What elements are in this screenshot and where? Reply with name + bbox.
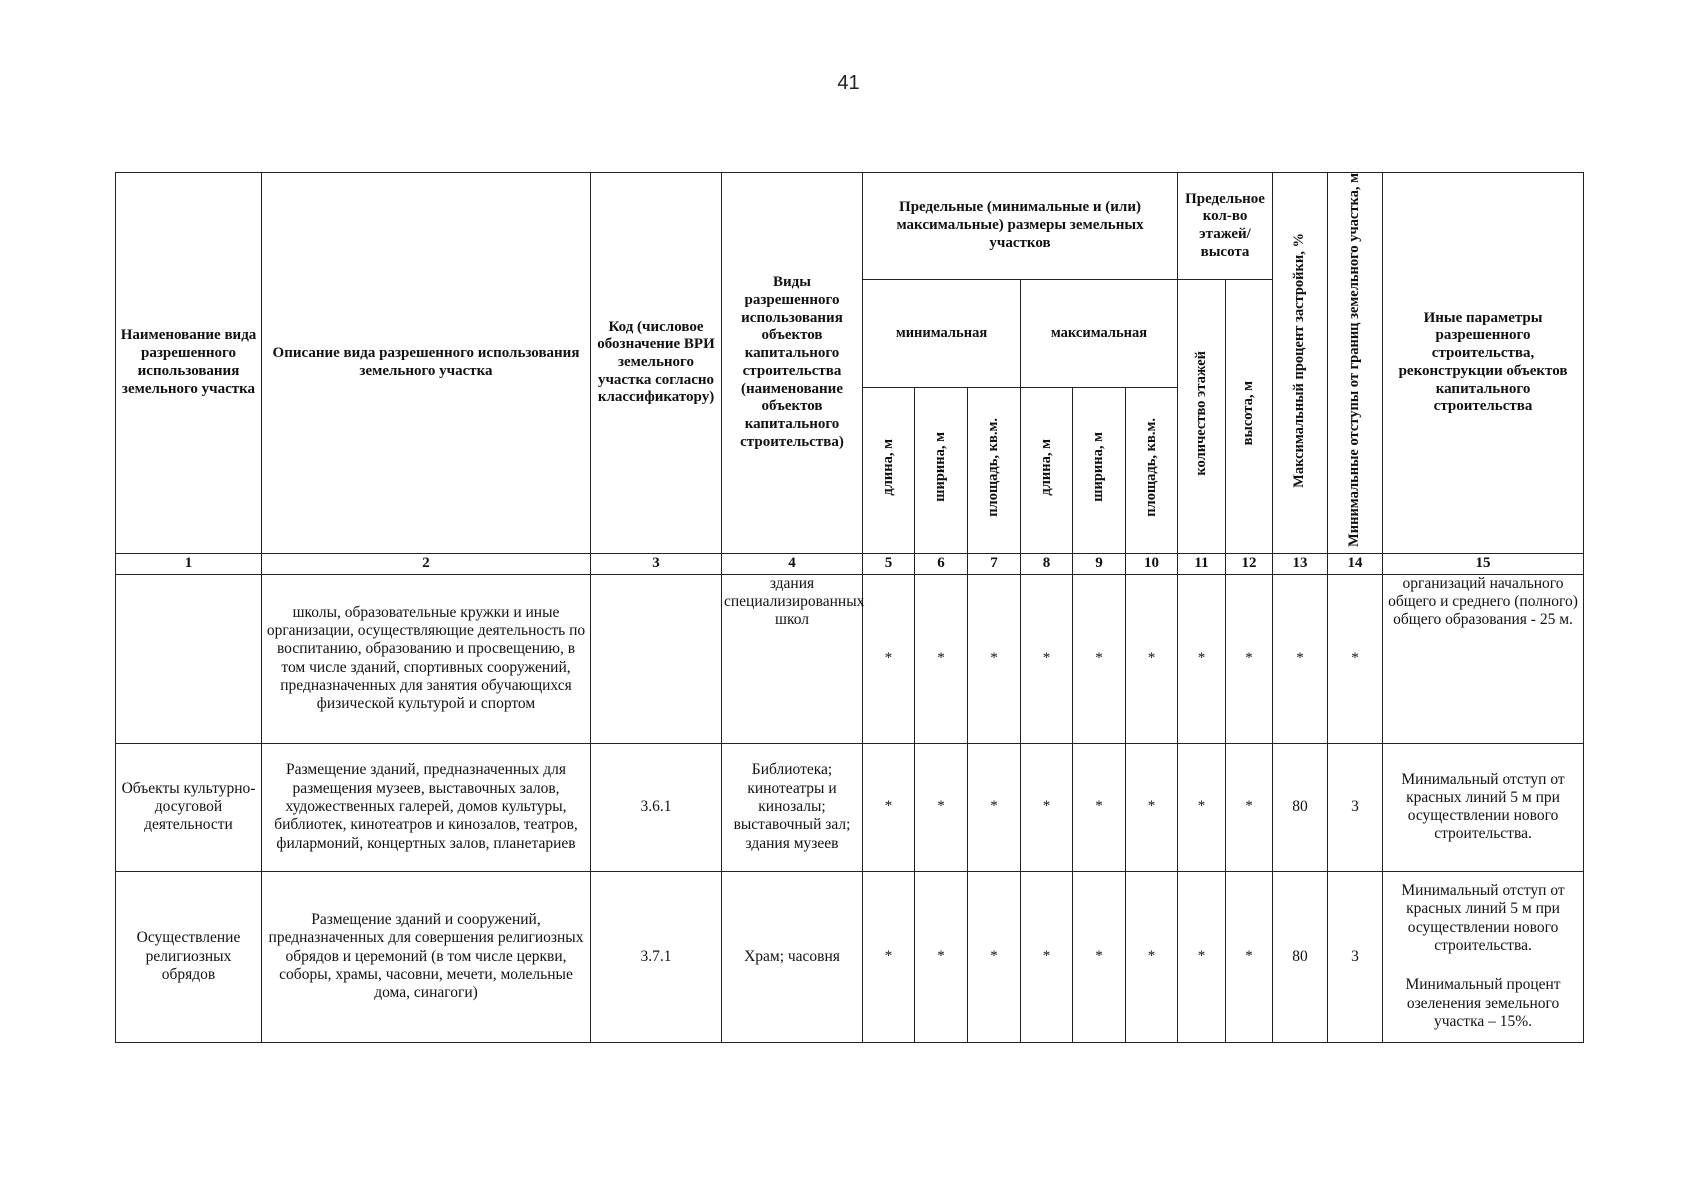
cell-height: * — [1226, 871, 1273, 1042]
header-description: Описание вида разрешенного использования земельного участка — [262, 173, 591, 554]
cell-min-setback: 3 — [1328, 743, 1383, 871]
land-use-code — [591, 574, 722, 743]
header-land-use-name: Наименование вида разрешенного использования земельного участка — [116, 173, 262, 554]
land-use-code: 3.7.1 — [591, 871, 722, 1042]
column-number: 3 — [591, 553, 722, 574]
zoning-regulations-table — [115, 172, 1584, 1043]
column-number: 9 — [1073, 553, 1126, 574]
cell-max-build-percent: * — [1273, 574, 1328, 743]
column-number: 12 — [1226, 553, 1273, 574]
header-width-min: ширина, м — [915, 387, 968, 553]
cell-length-max: * — [1021, 574, 1073, 743]
header-plot-size-limits: Предельные (минимальные и (или) максимальные) размеры земельных участков — [863, 173, 1178, 280]
column-number: 10 — [1126, 553, 1178, 574]
cell-height: * — [1226, 743, 1273, 871]
table-row — [116, 871, 1584, 1042]
construction-kinds: здания специализированных школ — [722, 574, 863, 743]
land-use-code: 3.6.1 — [591, 743, 722, 871]
cell-area-min: * — [968, 574, 1021, 743]
header-code: Код (числовое обозначение ВРИ земельного участка согласно классификатору) — [591, 173, 722, 554]
land-use-description: Размещение зданий, предназначенных для размещения музеев, выставочных залов, художественных галерей, домов культуры, библиотек, кинотеатров и кинозалов, театров, филармоний, концертных залов, планетариев — [262, 743, 591, 871]
header-minimum: минимальная — [863, 280, 1021, 388]
cell-length-min: * — [863, 574, 915, 743]
cell-width-max: * — [1073, 743, 1126, 871]
land-use-description: Размещение зданий и сооружений, предназначенных для совершения религиозных обрядов и церемоний (в том числе церкви, соборы, храмы, часовни, мечети, молельные дома, синагоги) — [262, 871, 591, 1042]
cell-area-max: * — [1126, 574, 1178, 743]
other-parameters-text: организаций начального общего и среднего (полного) общего образования - 25 м. — [1388, 574, 1578, 629]
table-row — [116, 574, 1584, 743]
cell-width-min: * — [915, 574, 968, 743]
cell-min-setback: 3 — [1328, 871, 1383, 1042]
column-number: 5 — [863, 553, 915, 574]
cell-width-max: * — [1073, 871, 1126, 1042]
column-number: 8 — [1021, 553, 1073, 574]
cell-width-min: * — [915, 743, 968, 871]
header-floor-count: количество этажей — [1178, 280, 1226, 554]
header-other-parameters: Иные параметры разрешенного строительства, реконструкции объектов капитального строительства — [1383, 173, 1584, 554]
header-length-min: длина, м — [863, 387, 915, 553]
cell-length-max: * — [1021, 871, 1073, 1042]
column-number: 1 — [116, 553, 262, 574]
header-area-min: площадь, кв.м. — [968, 387, 1021, 553]
cell-max-build-percent: 80 — [1273, 743, 1328, 871]
cell-length-max: * — [1021, 743, 1073, 871]
header-width-max: ширина, м — [1073, 387, 1126, 553]
cell-area-min: * — [968, 743, 1021, 871]
cell-width-max: * — [1073, 574, 1126, 743]
column-number: 2 — [262, 553, 591, 574]
construction-kinds: Храм; часовня — [722, 871, 863, 1042]
land-use-name — [116, 574, 262, 743]
other-parameters-text: Минимальный отступ от красных линий 5 м при осуществлении нового строительства. — [1401, 882, 1565, 954]
column-number-row — [116, 553, 1584, 574]
column-number: 13 — [1273, 553, 1328, 574]
other-parameters — [1383, 574, 1584, 743]
header-height: высота, м — [1226, 280, 1273, 554]
cell-area-max: * — [1126, 743, 1178, 871]
header-min-setback: Минимальные отступы от границ земельного участка, м — [1328, 173, 1383, 554]
cell-min-setback: * — [1328, 574, 1383, 743]
header-length-max: длина, м — [1021, 387, 1073, 553]
other-parameters — [1383, 871, 1584, 1042]
construction-kinds: Библиотека; кинотеатры и кинозалы; выставочный зал; здания музеев — [722, 743, 863, 871]
column-number: 11 — [1178, 553, 1226, 574]
column-number: 7 — [968, 553, 1021, 574]
header-max-build-percent: Максимальный процент застройки, % — [1273, 173, 1328, 554]
other-parameters-text: Минимальный отступ от красных линий 5 м при осуществлении нового строительства. — [1401, 770, 1565, 843]
cell-width-min: * — [915, 871, 968, 1042]
column-number: 14 — [1328, 553, 1383, 574]
column-number: 15 — [1383, 553, 1584, 574]
page-number: 41 — [837, 72, 860, 94]
cell-floor-count: * — [1178, 743, 1226, 871]
land-use-name: Объекты культурно-досуговой деятельности — [116, 743, 262, 871]
other-parameters — [1383, 743, 1584, 871]
cell-height: * — [1226, 574, 1273, 743]
header-maximum: максимальная — [1021, 280, 1178, 388]
other-parameters-text: Минимальный процент озеленения земельного участка – 15%. — [1405, 976, 1561, 1030]
land-use-description: школы, образовательные кружки и иные организации, осуществляющие деятельность по воспитанию, образованию и просвещению, в том числе зданий, спортивных сооружений, предназначенных для занятия обучающихся физической культурой и спортом — [262, 574, 591, 743]
header-area-max: площадь, кв.м. — [1126, 387, 1178, 553]
column-number: 6 — [915, 553, 968, 574]
cell-floor-count: * — [1178, 574, 1226, 743]
cell-area-max: * — [1126, 871, 1178, 1042]
header-construction-kinds: Виды разрешенного использования объектов капитального строительства (наименование объектов капитального строительства) — [722, 173, 863, 554]
column-number: 4 — [722, 553, 863, 574]
table-row — [116, 743, 1584, 871]
land-use-name: Осуществление религиозных обрядов — [116, 871, 262, 1042]
cell-floor-count: * — [1178, 871, 1226, 1042]
cell-area-min: * — [968, 871, 1021, 1042]
header-floors-height-limits: Предельное кол-во этажей/ высота — [1178, 173, 1273, 280]
cell-length-min: * — [863, 871, 915, 1042]
cell-length-min: * — [863, 743, 915, 871]
cell-max-build-percent: 80 — [1273, 871, 1328, 1042]
